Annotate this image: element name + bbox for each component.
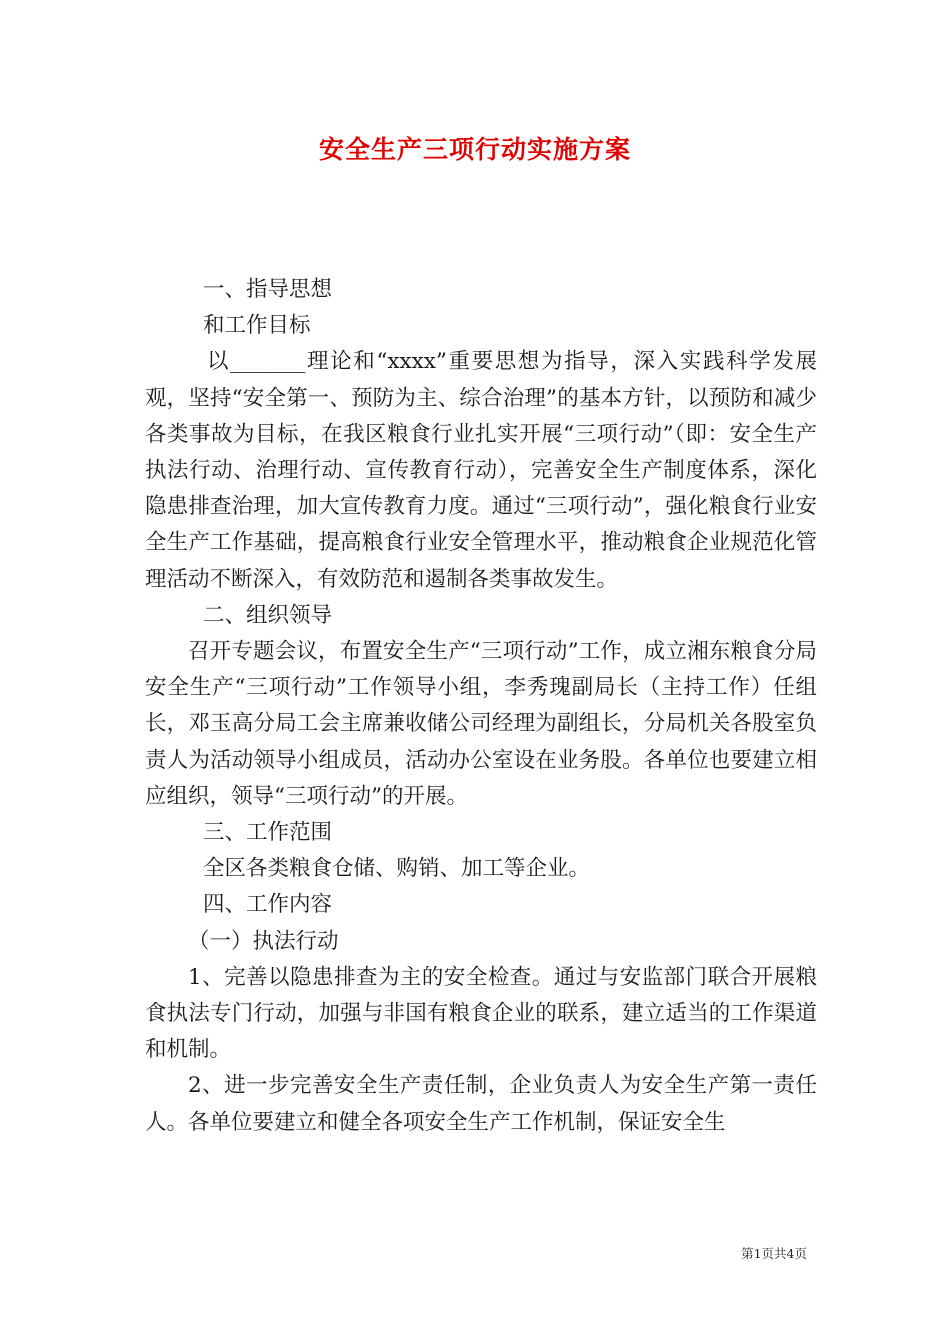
section-heading-guiding-thought: 一、指导思想 xyxy=(203,277,333,302)
paragraph-work-scope: 全区各类粮食仓储、购销、加工等企业。 xyxy=(203,856,591,882)
section-heading-organization: 二、组织领导 xyxy=(203,602,333,628)
paragraph-organization: 召开专题会议，布置安全生产“三项行动”工作，成立湘东粮食分局安全生产“三项行动”工作领导小组，李秀瑰副局长（主持工作）任组长，邓玉高分局工会主席兼收储公司经理为副组长，分局机关各股室负责人为活动领导小组成员，活动办公室设在业务股。各单位也要建立相应组织，领导“三项行动”的开展。 xyxy=(145,639,817,809)
document-title: 安全生产三项行动实施方案 xyxy=(318,135,631,164)
section-subheading-work-goals: 和工作目标 xyxy=(203,313,311,339)
list-item-1: 1、完善以隐患排查为主的安全检查。通过与安监部门联合开展粮食执法专门行动，加强与非国有粮食企业的联系，建立适当的工作渠道和机制。 xyxy=(145,964,817,1063)
document-body xyxy=(145,272,817,1141)
section-heading-work-scope: 三、工作范围 xyxy=(203,820,333,846)
section-heading-work-content: 四、工作内容 xyxy=(203,892,333,918)
subheading-enforcement-action: （一）执法行动 xyxy=(188,928,339,954)
page-number-footer: 第1页共4页 xyxy=(741,1246,807,1261)
list-item-2: 2、进一步完善安全生产责任制，企业负责人为安全生产第一责任人。各单位要建立和健全各项安全生产工作机制，保证安全生 xyxy=(145,1073,817,1135)
paragraph-guiding-thought: 以_______理论和“xxxx”重要思想为指导，深入实践科学发展观，坚持“安全第一、预防为主、综合治理”的基本方针，以预防和减少各类事故为目标，在我区粮食行业扎实开展“三项行动”（即：安全生产执法行动、治理行动、宣传教育行动），完善安全生产制度体系，深化隐患排查治理，加大宣传教育力度。通过“三项行动”，强化粮食行业安全生产工作基础，提高粮食行业安全管理水平，推动粮食企业规范化管理活动不断深入，有效防范和遏制各类事故发生。 xyxy=(145,349,817,592)
